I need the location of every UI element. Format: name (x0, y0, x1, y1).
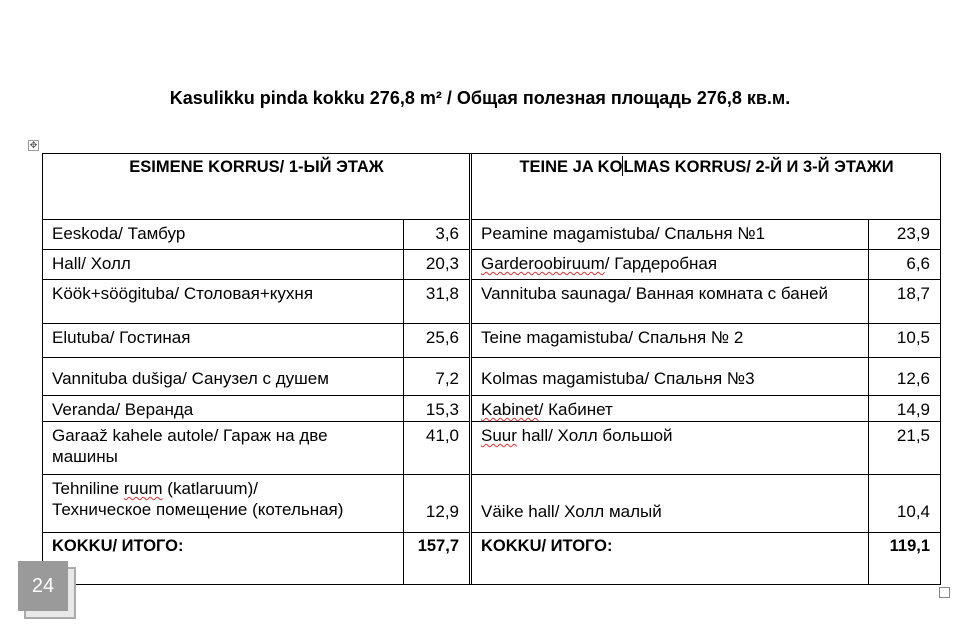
right-room-area: 14,9 (869, 396, 941, 422)
left-room-label: Eeskoda/ Тамбур (43, 220, 404, 250)
left-room-area: 41,0 (404, 422, 470, 475)
left-room-area: 7,2 (404, 358, 470, 396)
left-room-area: 15,3 (404, 396, 470, 422)
right-room-label: Kolmas magamistuba/ Спальня №3 (472, 358, 869, 396)
move-arrows-icon[interactable]: ✥ (29, 140, 38, 150)
left-room-label: Köök+söögituba/ Столовая+кухня (43, 280, 404, 324)
left-room-label: Veranda/ Веранда (43, 396, 404, 422)
right-room-label: Väike hall/ Холл малый (472, 475, 869, 533)
upper-floors-header: TEINE JA KOLMAS KORRUS/ 2-Й И 3-Й ЭТАЖИ (472, 154, 941, 220)
left-room-label: Vannituba dušiga/ Санузел с душем (43, 358, 404, 396)
table-row (43, 250, 941, 280)
right-total-value: 119,1 (869, 533, 941, 585)
right-room-area: 10,5 (869, 324, 941, 358)
total-row (43, 533, 941, 585)
table-row (43, 280, 941, 324)
right-room-label: Vannituba saunaga/ Ванная комната с баней (472, 280, 869, 324)
table-row (43, 220, 941, 250)
left-room-area: 31,8 (404, 280, 470, 324)
table-row (43, 475, 941, 533)
right-room-area: 21,5 (869, 422, 941, 475)
table-row (43, 358, 941, 396)
resize-square-icon[interactable] (939, 587, 950, 598)
left-room-label: Elutuba/ Гостиная (43, 324, 404, 358)
left-total-value: 157,7 (404, 533, 470, 585)
page-number: 24 (18, 561, 68, 611)
right-room-label: Kabinet/ Кабинет (472, 396, 869, 422)
spellcheck-word: Suur (481, 426, 517, 445)
right-room-label: Garderoobiruum/ Гардеробная (472, 250, 869, 280)
left-room-label: Tehniline ruum (katlaruum)/ Техническое помещение (котельная) (43, 475, 404, 533)
right-room-label: Suur hall/ Холл большой (472, 422, 869, 475)
right-room-area: 12,6 (869, 358, 941, 396)
spellcheck-word: Garderoobiruum (481, 254, 605, 273)
left-room-area: 12,9 (404, 475, 470, 533)
areas-table (42, 153, 941, 585)
right-room-area: 23,9 (869, 220, 941, 250)
spellcheck-word: ruum (123, 479, 163, 498)
document-title: Kasulikku pinda kokku 276,8 m² / Общая полезная площадь 276,8 кв.м. (169, 88, 791, 108)
right-room-area: 6,6 (869, 250, 941, 280)
right-room-area: 10,4 (869, 475, 941, 533)
table-row (43, 422, 941, 475)
left-room-area: 20,3 (404, 250, 470, 280)
spellcheck-word: Kabinet (481, 400, 539, 419)
left-room-area: 3,6 (404, 220, 470, 250)
first-floor-header: ESIMENE KORRUS/ 1-ЫЙ ЭТАЖ (43, 154, 470, 220)
left-room-label: Garaaž kahele autole/ Гараж на две машины (43, 422, 404, 475)
page-number-badge (18, 561, 76, 619)
table-header-row (43, 154, 941, 220)
table-row (43, 396, 941, 422)
left-room-area: 25,6 (404, 324, 470, 358)
table-row (43, 324, 941, 358)
left-total-label: KOKKU/ ИТОГО: (43, 533, 404, 585)
right-room-area: 18,7 (869, 280, 941, 324)
left-room-label: Hall/ Холл (43, 250, 404, 280)
right-room-label: Teine magamistuba/ Спальня № 2 (472, 324, 869, 358)
right-room-label: Peamine magamistuba/ Спальня №1 (472, 220, 869, 250)
right-total-label: KOKKU/ ИТОГО: (472, 533, 869, 585)
